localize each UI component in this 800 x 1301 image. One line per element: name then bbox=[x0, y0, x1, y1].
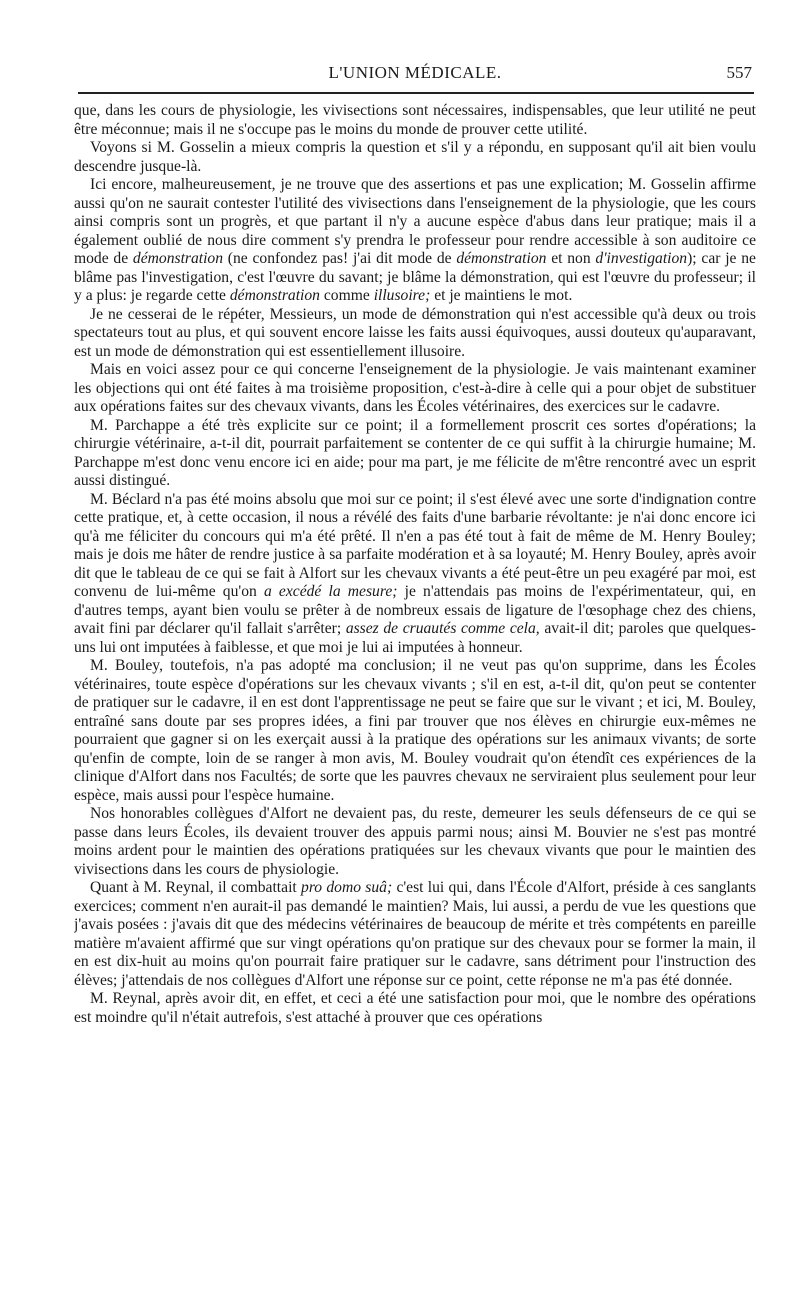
emphasis: pro domo suâ; bbox=[301, 879, 393, 896]
paragraph: M. Béclard n'a pas été moins absolu que moi sur ce point; il s'est élevé avec une sorte d'indignation contre cette pratique, et, à cette occasion, il nous a révélé des faits d'une barbarie révoltante: je n'ai donc encore ici qu'à me féliciter du concours qui m'a été prêté. Il n'en a pas été tout à fait de même de M. Henry Bouley; mais je dois me hâter de rendre justice à sa parfaite modération et à sa loyauté; M. Henry Bouley, après avoir dit que le tableau de ce qui se fait à Alfort sur les chevaux vivants a été peut-être un peu exagéré par moi, est convenu de lui-même qu'on a excédé la mesure; je n'attendais pas moins de l'expérimentateur, qui, en d'autres temps, ayant bien voulu se prêter à de nombreux essais de ligature de l'œsophage chez des chiens, avait fini par déclarer qu'il fallait s'arrêter; assez de cruautés comme cela, avait-il dit; paroles que quelques-uns lui ont imputées à faiblesse, et que moi je lui ai imputées à honneur. bbox=[74, 490, 756, 656]
paragraph: que, dans les cours de physiologie, les vivisections sont nécessaires, indispensables, que leur utilité ne peut être méconnue; mais il ne s'occupe pas le moins du monde de prouver cette utilité. bbox=[74, 102, 756, 138]
emphasis: démonstration bbox=[456, 250, 547, 267]
emphasis: d'investigation bbox=[595, 250, 688, 267]
emphasis: a excédé la mesure; bbox=[263, 583, 398, 600]
emphasis: illusoire; bbox=[373, 287, 431, 304]
paragraph: Voyons si M. Gosselin a mieux compris la question et s'il y a répondu, en supposant qu'il ait bien voulu descendre jusque-là. bbox=[74, 139, 756, 175]
paragraph: M. Reynal, après avoir dit, en effet, et ceci a été une satisfaction pour moi, que le nombre des opérations est moindre qu'il n'était autrefois, s'est attaché à prouver que ces opérations bbox=[74, 990, 756, 1026]
page bbox=[74, 58, 756, 1288]
emphasis: démonstration bbox=[229, 287, 320, 304]
header-rule bbox=[78, 92, 754, 94]
emphasis: assez de cruautés comme cela, bbox=[345, 620, 540, 637]
running-title: L'UNION MÉDICALE. bbox=[328, 63, 502, 82]
paragraph: Ici encore, malheureusement, je ne trouve que des assertions et pas une explication; M. Gosselin affirme aussi qu'on ne saurait contester l'utilité des vivisections dans l'enseignement de la physiologie, que les cours ainsi compris sont un progrès, et que partant il n'y a aucune espèce d'abus dans leur pratique; mais il a également oublié de nous dire comment s'y prendra le professeur pour rendre accessible à son auditoire ce mode de démonstration (ne confondez pas! j'ai dit mode de démonstration et non d'investigation); car je ne blâme pas l'investigation, c'est l'œuvre du savant; je blâme la démonstration, qui est l'œuvre du professeur; il y a plus: je regarde cette démonstration comme illusoire; et je maintiens le mot. bbox=[74, 176, 756, 304]
paragraph: M. Bouley, toutefois, n'a pas adopté ma conclusion; il ne veut pas qu'on supprime, dans les Écoles vétérinaires, toute espèce d'opérations sur les chevaux vivants ; s'il en est, a-t-il dit, qu'on peut se contenter de pratiquer sur le cadavre, il en est dont l'apprentissage ne peut se faire que sur le vivant ; et ici, M. Bouley, entraîné sans doute par ses propres idées, a fini par trouver que nos élèves en chirurgie eux-mêmes ne pourraient que gagner si on les exerçait aussi à la pratique des opérations sur les animaux vivants; de sorte qu'enfin de compte, loin de se ranger à mon avis, M. Bouley voudrait qu'on étendît ces expériences de la clinique d'Alfort dans nos Facultés; de sorte que les pauvres chevaux ne serviraient plus seulement pour leur espèce, mais aussi pour l'espèce humaine. bbox=[74, 657, 756, 804]
paragraph: Quant à M. Reynal, il combattait pro domo suâ; c'est lui qui, dans l'École d'Alfort, préside à ces sanglants exercices; comment n'en aurait-il pas demandé le maintien? Mais, lui aussi, a perdu de vue les questions que j'avais posées : j'avais dit que des médecins vétérinaires de beaucoup de mérite et très compétents en pareille matière m'avaient affirmé que sur vingt opérations qu'on pratique sur des chevaux pour se former la main, il en est dix-huit au moins qu'on pourrait faire pratiquer sur le cadavre, sans détriment pour l'instruction des élèves; j'attendais de nos collègues d'Alfort une réponse sur ce point, cette réponse ne m'a pas été donnée. bbox=[74, 879, 756, 989]
article-body bbox=[74, 102, 756, 1027]
paragraph: Je ne cesserai de le répéter, Messieurs, un mode de démonstration qui n'est accessible qu'à deux ou trois spectateurs tout au plus, et qui souvent encore laisse les faits aussi équivoques, aussi douteux qu'auparavant, est un mode de démonstration qui est essentiellement illusoire. bbox=[74, 305, 756, 360]
page-header bbox=[74, 58, 756, 88]
paragraph: Nos honorables collègues d'Alfort ne devaient pas, du reste, demeurer les seuls défenseurs de ce qui se passe dans leurs Écoles, ils devaient trouver des appuis parmi nous; ainsi M. Bouvier ne s'est pas montré moins ardent pour le maintien des opérations pratiquées sur les chevaux vivants que pour le maintien des vivisections dans les cours de physiologie. bbox=[74, 805, 756, 878]
paragraph: Mais en voici assez pour ce qui concerne l'enseignement de la physiologie. Je vais maintenant examiner les objections qui ont été faites à ma troisième proposition, c'est-à-dire à celle qui a pour objet de substituer aux opérations faites sur des chevaux vivants, dans les Écoles vétérinaires, des exercices sur le cadavre. bbox=[74, 361, 756, 415]
page-number: 557 bbox=[726, 63, 752, 82]
paragraph: M. Parchappe a été très explicite sur ce point; il a formellement proscrit ces sortes d'opérations; la chirurgie vétérinaire, a-t-il dit, pourrait parfaitement se contenter de ce qui suffit à la chirurgie humaine; M. Parchappe m'est donc venu encore ici en aide; pour ma part, je me félicite de m'être rencontré avec un esprit aussi distingué. bbox=[74, 416, 756, 489]
emphasis: démonstration bbox=[132, 250, 224, 267]
